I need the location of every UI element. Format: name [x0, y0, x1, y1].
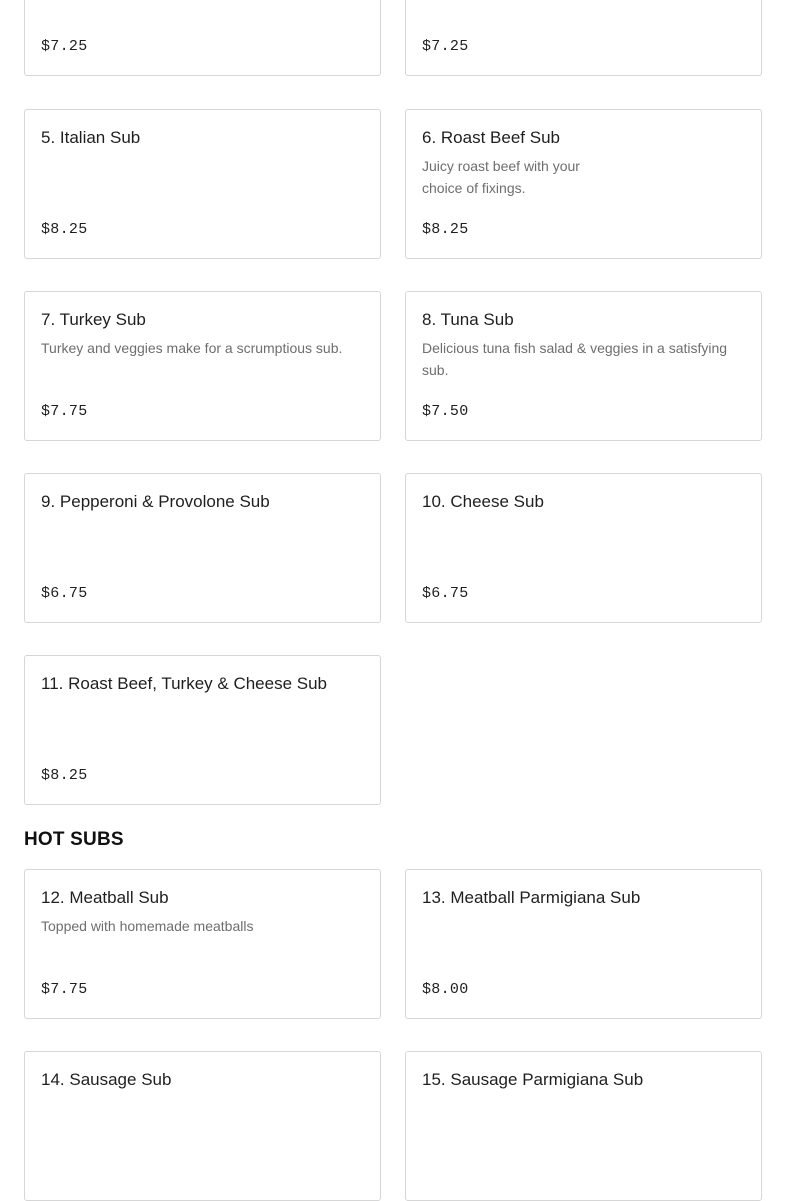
- item-name: 10. Cheese Sub: [422, 492, 544, 511]
- item-name: 11. Roast Beef, Turkey & Cheese Sub: [41, 674, 328, 693]
- item-price: $8.25: [41, 221, 88, 238]
- item-name: 15. Sausage Parmigiana Sub: [422, 1070, 644, 1089]
- menu-item-meatball-sub[interactable]: [24, 869, 381, 1019]
- menu-item-sausage-sub[interactable]: [24, 1051, 381, 1201]
- menu-item-card[interactable]: [405, 0, 762, 76]
- menu-item-tuna-sub[interactable]: [405, 291, 762, 441]
- item-name: 12. Meatball Sub: [41, 888, 169, 907]
- menu-item-roast-beef-sub[interactable]: [405, 109, 762, 259]
- menu-item-card[interactable]: [24, 0, 381, 76]
- item-name: 5. Italian Sub: [41, 128, 141, 147]
- menu-item-italian-sub[interactable]: [24, 109, 381, 259]
- menu-item-cheese-sub[interactable]: [405, 473, 762, 623]
- item-price: $8.00: [422, 981, 469, 998]
- menu-item-sausage-parmigiana-sub[interactable]: [405, 1051, 762, 1201]
- item-price: $8.25: [422, 221, 469, 238]
- menu-item-roast-beef-turkey-cheese-sub[interactable]: [24, 655, 381, 805]
- item-price: $7.25: [41, 38, 88, 55]
- item-description: Juicy roast beef with your choice of fixings.: [422, 158, 580, 196]
- item-price: $7.50: [422, 403, 469, 420]
- item-price: $7.75: [41, 981, 88, 998]
- item-description: Turkey and veggies make for a scrumptious sub.: [41, 340, 343, 356]
- item-description: Delicious tuna fish salad & veggies in a satisfying sub.: [422, 340, 728, 378]
- item-description: Topped with homemade meatballs: [41, 918, 254, 934]
- menu-item-pepperoni-provolone-sub[interactable]: [24, 473, 381, 623]
- item-price: $7.75: [41, 403, 88, 420]
- item-price: $6.75: [422, 585, 469, 602]
- menu-item-meatball-parmigiana-sub[interactable]: [405, 869, 762, 1019]
- item-name: 14. Sausage Sub: [41, 1070, 172, 1089]
- item-price: $6.75: [41, 585, 88, 602]
- item-name: 9. Pepperoni & Provolone Sub: [41, 492, 270, 511]
- item-price: $8.25: [41, 767, 88, 784]
- section-title-hot-subs: HOT SUBS: [24, 829, 124, 850]
- item-name: 8. Tuna Sub: [422, 310, 514, 329]
- item-name: 13. Meatball Parmigiana Sub: [422, 888, 641, 907]
- menu-item-turkey-sub[interactable]: [24, 291, 381, 441]
- item-price: $7.25: [422, 38, 469, 55]
- item-name: 7. Turkey Sub: [41, 310, 146, 329]
- item-name: 6. Roast Beef Sub: [422, 128, 560, 147]
